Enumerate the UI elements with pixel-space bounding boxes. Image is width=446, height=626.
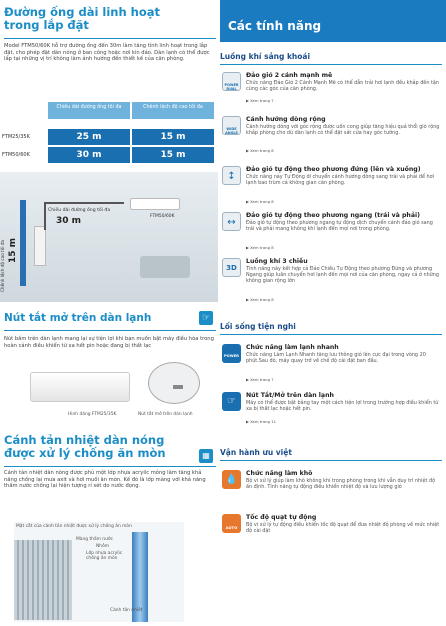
table-header-length: Chiều dài đường ống tối đa [48,102,130,119]
room-diagram [0,172,218,302]
page-ref: ▶ Xem trang 8 [246,199,274,204]
onoff-body: Nút bấm trên dàn lạnh mang lại sự tiện lợi khi bạn muốn bật máy điều hòa trong hoàn cảnh điều khiển từ xa hết pin hoặc đang bị thất lạc [4,336,214,349]
feature-desc: Bộ vi xử lý tự động điều khiển tốc độ quạt để đưa nhiệt độ phòng về mức nhiệt độ cài đặt [246,522,440,534]
row-height: 15 m [132,147,214,163]
feature-title: Chức năng làm lạnh nhanh [246,344,339,351]
page-ref: ▶ Xem trang 8 [246,245,274,250]
feature-desc: Tính năng này kết hợp cả Đảo Chiều Tự Động theo phương Đứng và phương Ngang giúp luân chuyển hơi lạnh đến mọi nơi của căn phòng, ngay cả ở những không gian rộng lớn [246,266,439,284]
button-closeup [148,362,200,404]
feature-desc: Chức năng Làm Lạnh Nhanh tăng lưu thông gió lên cực đại trong vòng 20 phút.Sau đó, máy quay trở về chế độ cài đặt ban đầu. [246,352,426,364]
feature-desc: Chức năng Đảo Gió 2 Cánh Mạnh Mẽ có thể dẫn trải hơi lạnh đều khắp đến tận cùng các góc của căn phòng. [246,80,439,92]
feature-title: Luồng khí 3 chiều [246,258,308,265]
divider [220,460,442,461]
pipe-label: Chiều dài đường ống tối đa [48,208,111,213]
wide-angle-icon [222,116,241,135]
group-convenience-title: Lối sống tiện nghi [220,322,296,331]
feature-title: Đảo gió 2 cánh mạnh mẽ [246,72,333,79]
divider [220,64,442,65]
table-row [2,147,216,163]
row-length: 25 m [48,129,130,145]
row-length: 30 m [48,147,130,163]
anticorrosion-title-line2: được xử lý chống ăn mòn [4,446,166,460]
group-performance-title: Vận hành ưu việt [220,448,292,457]
pipe-line [44,202,124,204]
power-button-icon [173,385,183,389]
pipe-value: 30 m [56,216,82,226]
feature-title: Nút Tắt/Mở trên dàn lạnh [246,392,334,399]
long-pipe-title-line1: Đường ống dài linh hoạt [4,5,161,19]
icon-text: POWER DUAL [224,83,239,91]
left-column [0,0,218,626]
feature-desc: Chức năng này Tự Động di chuyển cánh hướng dòng sang trái và phải để hơi lạnh bao trùm cả không gian căn phòng. [246,174,434,186]
table-row [2,129,216,145]
label-fin: Cánh tản nhiệt [110,608,143,613]
icon-text: WIDE ANGLE [225,127,238,135]
feature-desc: Bộ vi xử lý giúp làm khô không khí trong phòng trong khi vẫn duy trì nhiệt độ ấn định. Tính năng tự động điều khiển nhiệt độ và lưu lượng gió [246,478,436,490]
icon-text: AUTO [225,525,238,530]
label-aluminium: Nhôm [96,544,110,549]
auto-fan-icon [222,514,241,533]
row-model: FTM25/35K [2,134,30,140]
indoor-unit [130,198,180,210]
horizontal-swing-icon: ↔ [222,212,241,231]
page-ref: ▶ Xem trang 8 [246,148,274,153]
unit-label: FTM50/60K [150,214,175,219]
condenser-fins [14,540,72,620]
divider [4,38,216,39]
feature-title: Cánh hướng dòng rộng [246,116,326,123]
group-comfort-airflow-title: Luồng khí sảng khoái [220,52,311,61]
feature-title: Tốc độ quạt tự động [246,514,317,521]
divider [4,466,216,467]
feature-desc: Cánh hướng dòng với góc rộng được uốn cong giúp tăng hiệu quả thổi gió rộng khắp phòng cho dù dàn lạnh có thể đặt sát cửa hay góc tường. [246,124,440,136]
long-pipe-body: Model FTM50/60K hỗ trợ đường ống đến 30m làm tăng tính linh hoạt trong lắp đặt, cho phép đặt dàn nóng ở ban công hoặc nơi kín đáo. Dàn lạnh có thể được lắp tại những vị trí không làm ảnh hưởng đến thiết kế của căn phòng. [4,43,210,63]
page-ref: ▶ Xem trang 7 [246,98,274,103]
dry-mode-icon: 💧 [222,470,241,489]
fin-icon: ▦ [199,449,213,463]
pipe-line [44,202,46,230]
caption-model: Hình dáng FTM25/35K [68,412,117,417]
powerful-icon [222,344,241,363]
power-dual-icon [222,72,241,91]
long-pipe-title [4,6,218,32]
label-acrylic: Lớp nhựa acrylic chống ăn mòn [86,551,123,562]
fin-diagram [14,522,184,622]
feature-title: Đảo gió tự động theo phương ngang (trái và phải) [246,212,420,219]
row-height: 15 m [132,129,214,145]
long-pipe-title-line2: trong lắp đặt [4,18,89,32]
feature-title: Đảo gió tự động theo phương đứng (lên và xuống) [246,166,421,173]
fin-diagram-title: Mặt cắt của cánh tản nhiệt được xử lý chống ăn mòn [16,524,132,529]
page-ref: ▶ Xem trang 11 [246,419,277,424]
right-column [220,0,446,626]
icon-text: POWER [224,354,239,358]
sofa [140,256,190,278]
table-header-height: Chênh lệch độ cao tối đa [132,102,214,119]
row-model: FTM50/60K [2,152,30,158]
divider [220,334,442,335]
anticorrosion-title-line1: Cánh tản nhiệt dàn nóng [4,433,165,447]
3d-airflow-icon [222,258,241,277]
feature-title: Chức năng làm khô [246,470,313,477]
onoff-button-icon: ☞ [222,392,241,411]
feature-desc: Máy có thể được bật bằng tay một cách tiện lợi trong trường hợp điều khiển từ xa bị thất lạc hoặc hết pin. [246,400,439,412]
anticorrosion-body: Cánh tản nhiệt dàn nóng được phủ một lớp nhựa acrylic mỏng làm tăng khả năng chống lại mưa axit và hơi muối ăn mòn. Kế đó là lớp màng với khả năng thấm nước chống lại hiện tượng rỉ sét do nước đọng. [4,470,206,490]
divider [4,330,216,331]
remote-icon: ☞ [199,311,213,325]
features-header: Các tính năng [220,0,446,42]
anticorrosion-title [4,434,218,460]
page-ref: ▶ Xem trang 7 [246,377,274,382]
feature-desc: Đảo gió tự động theo phương ngang tự động dịch chuyển cánh đảo gió sang trái và phải mang không khí lạnh đến mọi nơi trong phòng. [246,220,433,232]
caption-button: Nút tắt mở trên dàn lạnh [138,412,193,417]
indoor-unit-photo [30,372,130,402]
outdoor-unit [34,226,46,266]
page-ref: ▶ Xem trang 8 [246,297,274,302]
height-label: Chênh lệch độ cao tối đa [0,239,5,292]
vertical-swing-icon: ↕ [222,166,241,185]
height-value: 15 m [8,238,18,264]
label-membrane: Màng thấm nước [76,537,113,542]
onoff-title: Nút tắt mở trên dàn lạnh [4,312,152,324]
icon-text: 3D [226,264,237,272]
